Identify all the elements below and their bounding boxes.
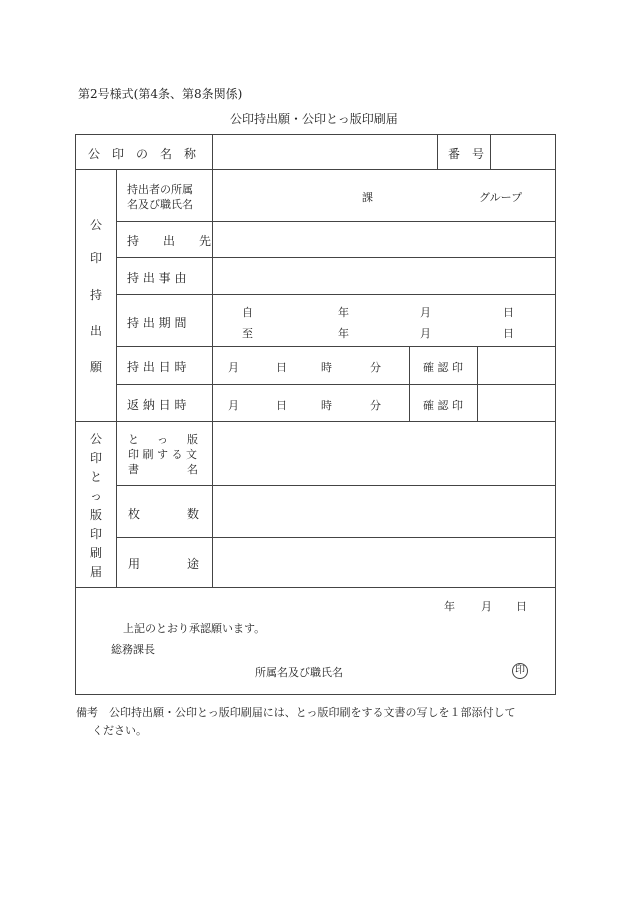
footer-year: 年 [444,600,455,613]
period-label: 持 出 期 間 [127,316,187,330]
number-label: 番 号 [448,147,485,161]
out-confirm-seal-label: 確 認 印 [423,361,463,374]
addressee: 総務課長 [111,643,155,656]
out-confirm-seal-field[interactable] [479,348,554,382]
out-month: 月 [228,361,239,374]
return-hour: 時 [321,399,332,412]
doc-label-line2: 印 刷 す る 文 [128,448,197,461]
reason-label: 持 出 事 由 [127,271,187,285]
doc-label-char3: 版 [187,433,198,446]
sheets-label-a: 枚 [128,507,141,521]
return-month: 月 [228,399,239,412]
return-confirm-seal-field[interactable] [479,386,554,419]
reason-field[interactable] [214,259,554,292]
seal-mark-icon: 印 [512,663,528,679]
seal-name-label: 公 印 の 名 称 [88,147,197,161]
number-field[interactable] [492,136,554,168]
destination-field[interactable] [214,223,554,255]
return-minute: 分 [370,399,381,412]
sheets-field[interactable] [214,487,554,535]
purpose-label-a: 用 [128,557,141,571]
sheets-label-b: 数 [187,507,200,521]
affiliation-label-line2: 名及び職氏名 [127,198,193,211]
return-day: 日 [276,399,287,412]
out-datetime-label: 持 出 日 時 [127,360,187,374]
period-from-month: 月 [420,306,431,319]
seal-name-field[interactable] [214,136,436,168]
doc-label-char1: と [128,433,139,446]
period-from-day: 日 [503,306,514,319]
return-datetime-label: 返 納 日 時 [127,398,187,412]
period-to-month: 月 [420,327,431,340]
footer-day: 日 [516,600,527,613]
period-to-label: 至 [242,327,253,340]
period-from-label: 自 [242,306,253,319]
doc-label-char4: 書 [128,463,139,476]
destination-label: 持 出 先 [127,234,212,248]
out-day: 日 [276,361,287,374]
document-name-field[interactable] [214,423,554,483]
ka-label: 課 [362,191,373,204]
request-text: 上記のとおり承認願います。 [123,622,266,635]
return-confirm-seal-label: 確 認 印 [423,399,463,412]
group-label: グループ [479,191,523,204]
out-minute: 分 [370,361,381,374]
affiliation-label-line1: 持出者の所属 [127,183,193,196]
signer-label: 所属名及び職氏名 [255,666,343,679]
doc-label-char5: 名 [187,463,198,476]
form-title: 公印持出願・公印とっ版印刷届 [230,112,398,126]
footer-month: 月 [481,600,492,613]
form-number-label: 第2号様式(第4条、第8条関係) [78,87,243,101]
doc-label-char2: っ [157,433,168,446]
purpose-label-b: 途 [187,557,200,571]
period-from-year: 年 [338,306,349,319]
out-hour: 時 [321,361,332,374]
remarks-line1: 備考 公印持出願・公印とっ版印刷届には、とっ版印刷をする文書の写しを１部添付して [76,706,516,719]
period-to-year: 年 [338,327,349,340]
remarks-line2: ください。 [92,724,147,737]
period-to-day: 日 [503,327,514,340]
purpose-field[interactable] [214,539,554,585]
